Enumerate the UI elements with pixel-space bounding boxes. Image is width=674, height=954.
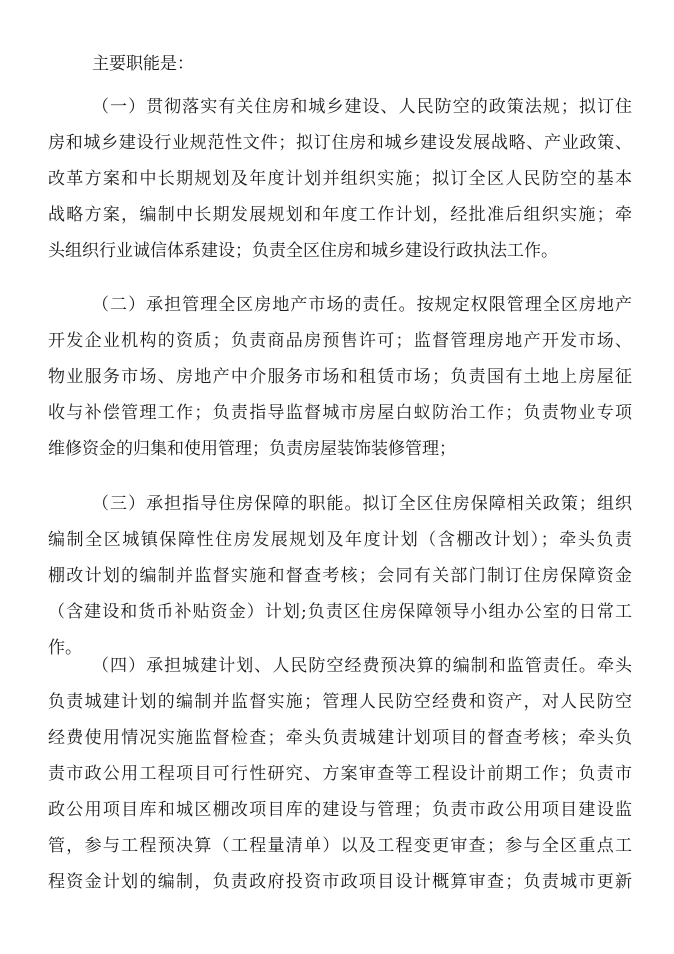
paragraph-line: 维修资金的归集和使用管理；负责房屋装饰装修管理； xyxy=(48,439,456,459)
paragraph-line: （含建设和货币补贴资金）计划;负责区住房保障领导小组办公室的日常工 xyxy=(48,602,632,622)
paragraph-line: （三）承担指导住房保障的职能。拟订全区住房保障相关政策；组织 xyxy=(92,494,632,514)
paragraph-line: 改革方案和中长期规划及年度计划并组织实施；拟订全区人民防空的基本 xyxy=(48,169,632,189)
paragraph-3 xyxy=(48,486,632,666)
intro-text: 主要职能是： xyxy=(92,54,194,74)
paragraph-line: 物业服务市场、房地产中介服务市场和租赁市场；负责国有土地上房屋征 xyxy=(48,367,632,387)
paragraph-line: 编制全区城镇保障性住房发展规划及年度计划（含棚改计划）；牵头负责 xyxy=(48,530,632,550)
paragraph-line: （四）承担城建计划、人民防空经费预决算的编制和监管责任。牵头 xyxy=(92,656,632,676)
paragraph-line: 棚改计划的编制并监督实施和督查考核；会同有关部门制订住房保障资金 xyxy=(48,566,632,586)
paragraph-line: 经费使用情况实施监督检查；牵头负责城建计划项目的督查考核；牵头负 xyxy=(48,728,632,748)
paragraph-line: 开发企业机构的资质；负责商品房预售许可；监督管理房地产开发市场、 xyxy=(48,331,632,351)
paragraph-line: 程资金计划的编制，负责政府投资市政项目设计概算审查；负责城市更新 xyxy=(48,872,632,892)
paragraph-line: 收与补偿管理工作；负责指导监督城市房屋白蚁防治工作；负责物业专项 xyxy=(48,403,632,423)
paragraph-1 xyxy=(48,89,632,269)
paragraph-line: 管，参与工程预决算（工程量清单）以及工程变更审查；参与全区重点工 xyxy=(48,836,632,856)
paragraph-line: 房和城乡建设行业规范性文件；拟订住房和城乡建设发展战略、产业政策、 xyxy=(48,133,632,153)
paragraph-line: （二）承担管理全区房地产市场的责任。按规定权限管理全区房地产 xyxy=(92,295,632,315)
paragraph-line: 头组织行业诚信体系建设；负责全区住房和城乡建设行政执法工作。 xyxy=(48,241,558,261)
paragraph-line: 责市政公用工程项目可行性研究、方案审查等工程设计前期工作；负责市 xyxy=(48,764,632,784)
paragraph-line: 战略方案，编制中长期发展规划和年度工作计划，经批准后组织实施；牵 xyxy=(48,205,632,225)
paragraph-line: 政公用项目库和城区棚改项目库的建设与管理；负责市政公用项目建设监 xyxy=(48,800,632,820)
paragraph-line: 负责城建计划的编制并监督实施；管理人民防空经费和资产，对人民防空 xyxy=(48,692,632,712)
paragraph-2 xyxy=(48,287,632,467)
paragraph-4 xyxy=(48,648,632,900)
paragraph-line: 作。 xyxy=(48,638,82,658)
paragraph-line: （一）贯彻落实有关住房和城乡建设、人民防空的政策法规；拟订住 xyxy=(92,97,632,117)
